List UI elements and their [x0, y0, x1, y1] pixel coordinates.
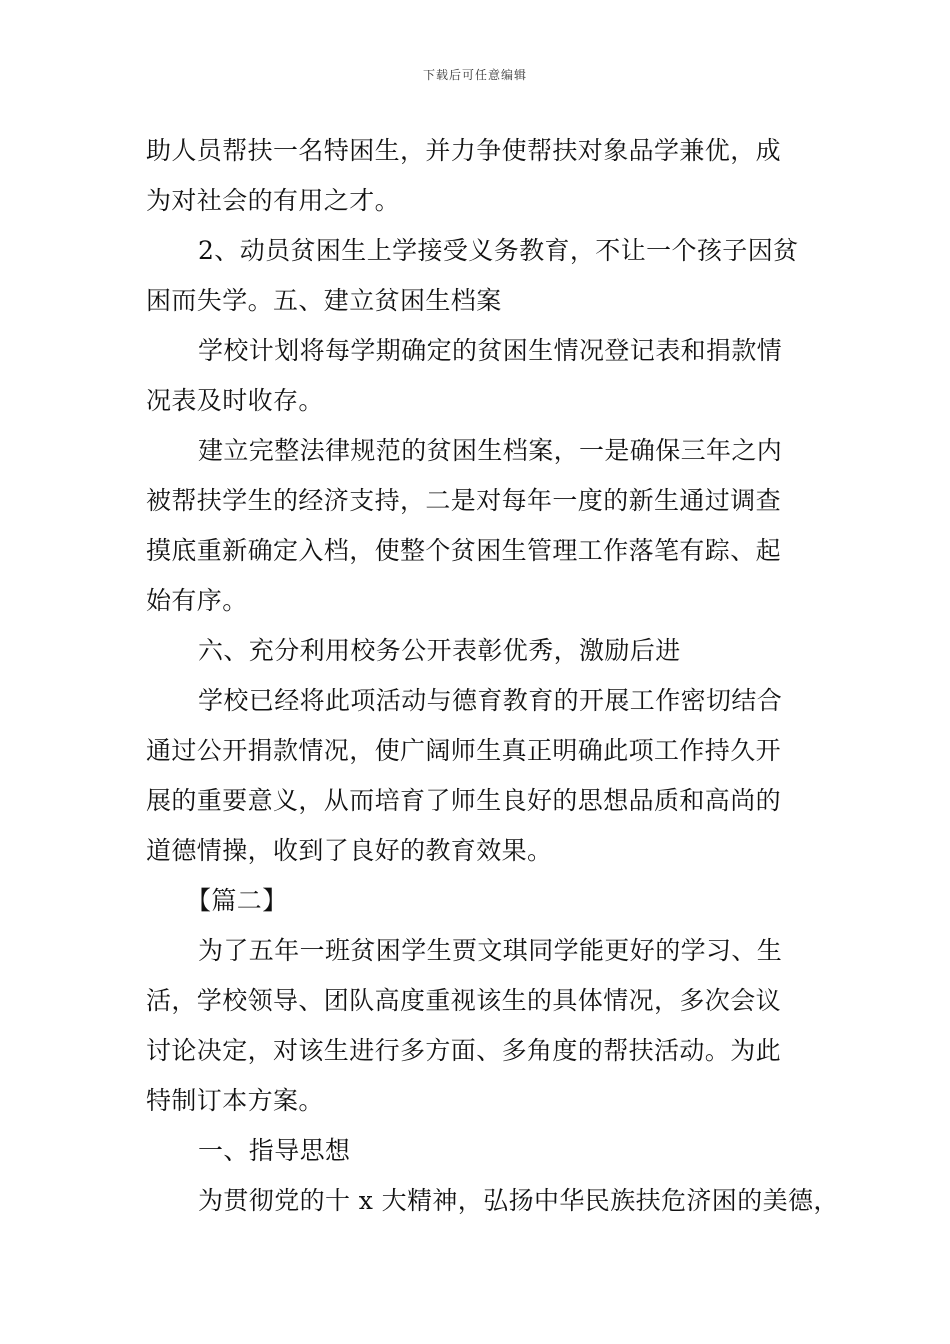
text-line: 摸底重新确定入档，使整个贫困生管理工作落笔有踪、起: [146, 536, 782, 565]
text-line: 活，学校领导、团队高度重视该生的具体情况，多次会议: [146, 986, 782, 1015]
text-line: 为贯彻党的十 x 大精神，弘扬中华民族扶危济困的美德，: [198, 1186, 839, 1215]
part-heading: 【篇二】: [186, 886, 288, 915]
text-line: 被帮扶学生的经济支持，二是对每年一度的新生通过调查: [146, 486, 782, 515]
section-heading: 一、指导思想: [198, 1136, 351, 1165]
text-line: 始有序。: [146, 586, 248, 615]
text-line: 展的重要意义，从而培育了师生良好的思想品质和高尚的: [146, 786, 782, 815]
text-line: 助人员帮扶一名特困生，并力争使帮扶对象品学兼优，成: [146, 136, 782, 165]
text-line: 通过公开捐款情况，使广阔师生真正明确此项工作持久开: [146, 736, 782, 765]
text-line: 为对社会的有用之才。: [146, 186, 401, 215]
text-line: 讨论决定，对该生进行多方面、多角度的帮扶活动。为此: [146, 1036, 782, 1065]
document-body: [146, 126, 839, 1226]
text-line: 学校计划将每学期确定的贫困生情况登记表和捐款情: [198, 336, 783, 365]
text-line: 学校已经将此项活动与德育教育的开展工作密切结合: [198, 686, 783, 715]
text-line: 况表及时收存。: [146, 386, 324, 415]
text-line: 2、动员贫困生上学接受义务教育，不让一个孩子因贫: [198, 236, 799, 265]
text-line: 为了五年一班贫困学生贾文琪同学能更好的学习、生: [198, 936, 783, 965]
page-header-note: 下载后可任意编辑: [422, 68, 527, 82]
text-line: 建立完整法律规范的贫困生档案，一是确保三年之内: [198, 436, 783, 465]
text-line: 道德情操，收到了良好的教育效果。: [146, 836, 553, 865]
section-heading: 六、充分利用校务公开表彰优秀，激励后进: [198, 636, 681, 665]
text-line: 特制订本方案。: [146, 1086, 324, 1115]
text-line: 困而失学。五、建立贫困生档案: [146, 286, 502, 315]
